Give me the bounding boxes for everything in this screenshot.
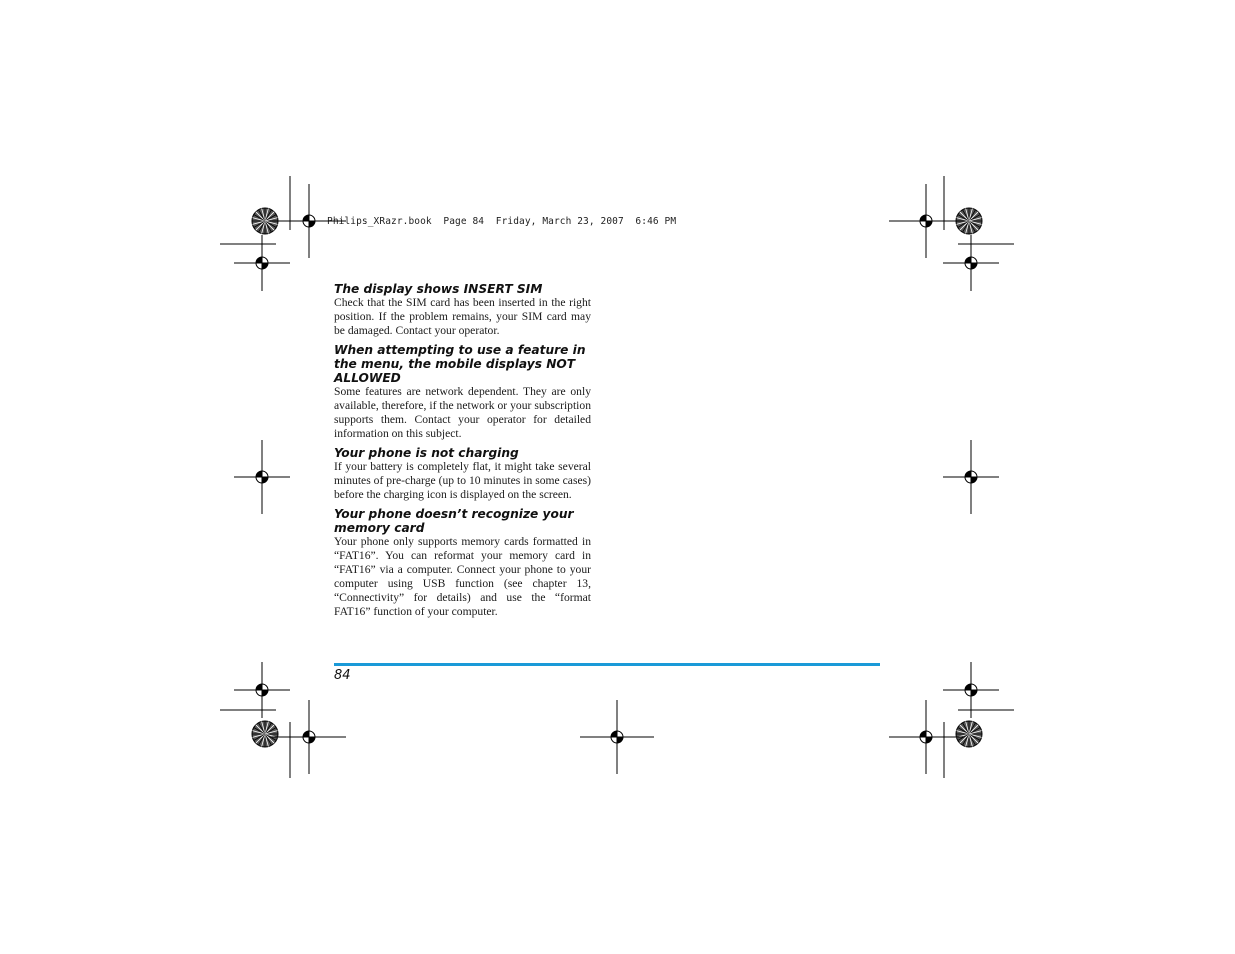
section-heading-not-charging: Your phone is not charging	[334, 446, 519, 460]
troubleshooting-content	[334, 282, 591, 624]
section-body-not-charging: If your battery is completely flat, it might take several minutes of pre-charge (up to 10 minutes in some cases) before the charging icon is displayed on the screen.	[334, 460, 591, 501]
section-heading-memory-card: Your phone doesn’t recognize your memory card	[334, 507, 574, 535]
section-heading-not-allowed: When attempting to use a feature in the menu, the mobile displays NOT ALLOWED	[334, 343, 586, 385]
page-number: 84	[334, 668, 351, 683]
section-heading-insert-sim: The display shows INSERT SIM	[334, 282, 543, 296]
section-body-insert-sim: Check that the SIM card has been inserted in the right position. If the problem remains, your SIM card may be damaged. Contact your operator.	[334, 296, 591, 337]
section-body-memory-card: Your phone only supports memory cards formatted in “FAT16”. You can reformat your memory card in “FAT16” via a computer. Connect your phone to your computer using USB function (see chapter 13, “Connectivity” for details) and use the “format FAT16” function of your computer.	[334, 535, 591, 618]
footer-rule	[334, 663, 880, 666]
section-body-not-allowed: Some features are network dependent. They are only available, therefore, if the network or your subscription supports them. Contact your operator for detailed information on this subject.	[334, 385, 591, 440]
print-header: Philips_XRazr.book Page 84 Friday, March 23, 2007 6:46 PM	[327, 216, 677, 227]
